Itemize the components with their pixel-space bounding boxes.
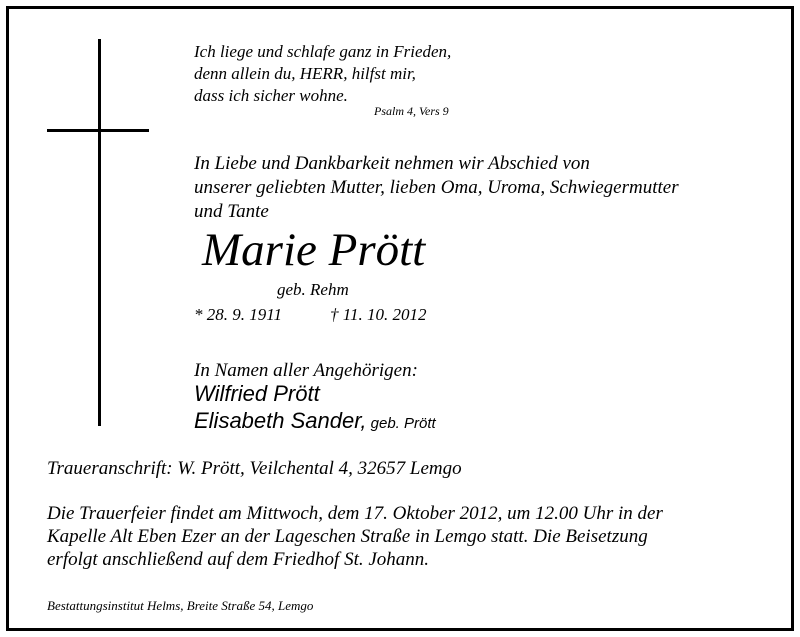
funeral-line: Die Trauerfeier findet am Mittwoch, dem 17. Oktober 2012, um 12.00 Uhr in der bbox=[47, 503, 663, 524]
mourner-name bbox=[194, 381, 320, 407]
mourner-name bbox=[194, 408, 436, 434]
mourner-name-text: Elisabeth Sander, bbox=[194, 408, 367, 433]
intro-line: und Tante bbox=[194, 201, 269, 222]
intro-line: unserer geliebten Mutter, lieben Oma, Uroma, Schwiegermutter bbox=[194, 177, 679, 198]
cross-vertical-bar bbox=[98, 39, 101, 426]
undertaker-info: Bestattungsinstitut Helms, Breite Straße 54, Lemgo bbox=[47, 598, 314, 613]
funeral-line: Kapelle Alt Eben Ezer an der Lageschen Straße in Lemgo statt. Die Beisetzung bbox=[47, 526, 648, 547]
mourning-address: Traueranschrift: W. Prött, Veilchental 4, 32657 Lemgo bbox=[47, 458, 462, 479]
psalm-reference: Psalm 4, Vers 9 bbox=[374, 104, 449, 118]
funeral-line: erfolgt anschließend auf dem Friedhof St. Johann. bbox=[47, 549, 430, 570]
cross-horizontal-bar bbox=[47, 129, 149, 132]
mourner-birth-name: geb. Prött bbox=[366, 415, 436, 432]
mourner-name-text: Wilfried Prött bbox=[194, 381, 320, 406]
psalm-line: dass ich sicher wohne. bbox=[194, 86, 348, 105]
funeral-details bbox=[47, 502, 663, 571]
psalm-line: denn allein du, HERR, hilfst mir, bbox=[194, 64, 416, 83]
death-date: † 11. 10. 2012 bbox=[330, 305, 427, 324]
birth-name: geb. Rehm bbox=[277, 280, 349, 299]
intro-line: In Liebe und Dankbarkeit nehmen wir Abschied von bbox=[194, 153, 590, 174]
psalm-quote bbox=[194, 41, 451, 107]
on-behalf-label: In Namen aller Angehörigen: bbox=[194, 360, 418, 381]
farewell-intro bbox=[194, 152, 679, 224]
psalm-line: Ich liege und schlafe ganz in Frieden, bbox=[194, 42, 452, 61]
birth-date: * 28. 9. 1911 bbox=[194, 305, 282, 324]
deceased-name: Marie Prött bbox=[202, 224, 426, 276]
obituary-notice bbox=[6, 6, 794, 631]
